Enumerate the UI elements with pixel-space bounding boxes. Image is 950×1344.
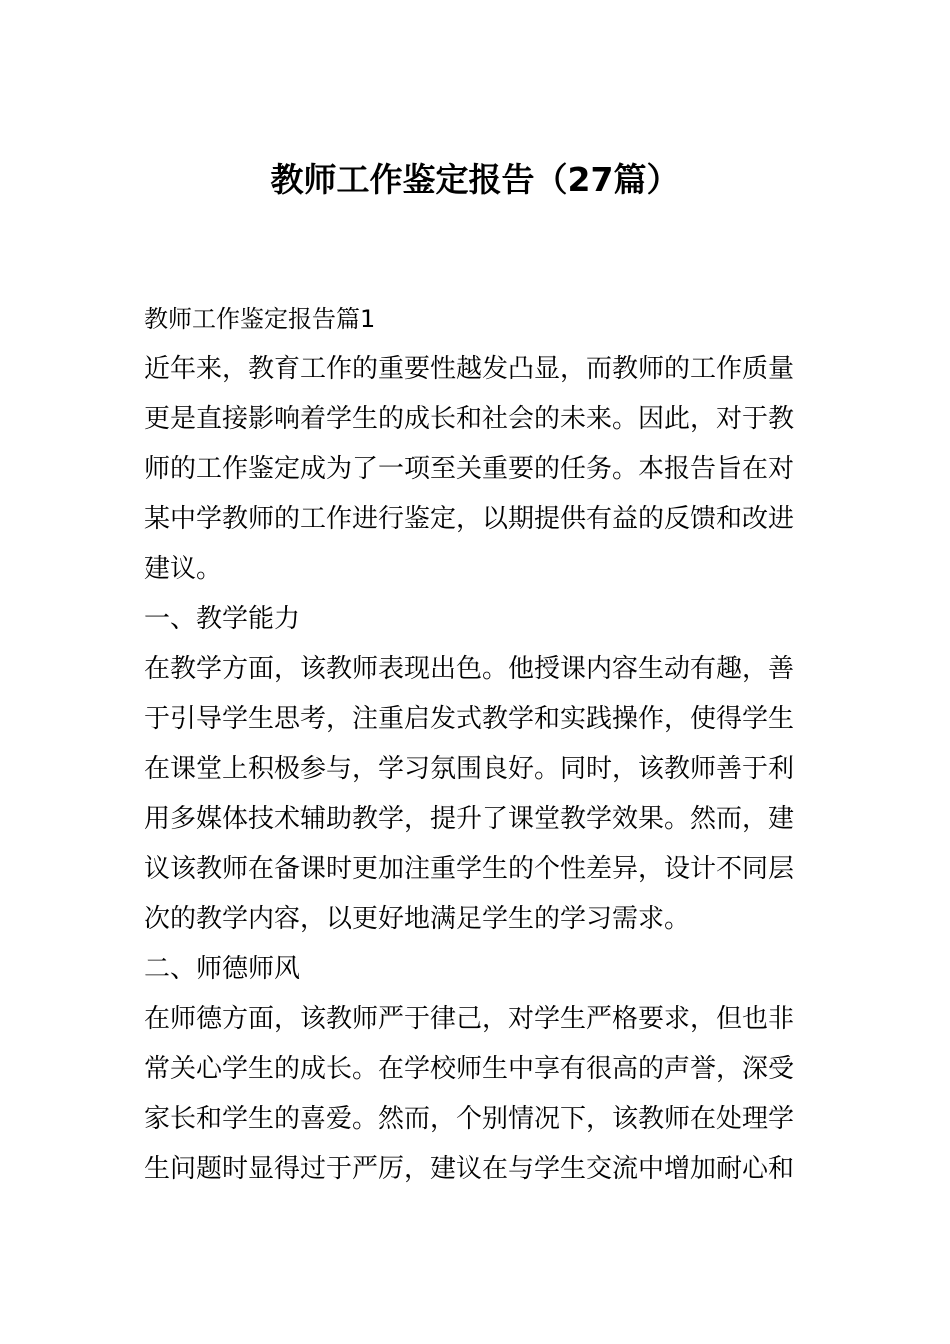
section-1-line-3: 在课堂上积极参与，学习氛围良好。同时，该教师善于利 [144, 754, 795, 784]
document-title: 教师工作鉴定报告（27篇） [270, 160, 680, 199]
section-2-line-1: 在师德方面，该教师严于律己，对学生严格要求，但也非 [144, 1004, 795, 1034]
section-1-line-1: 在教学方面，该教师表现出色。他授课内容生动有趣，善 [144, 654, 795, 684]
section-1-line-6: 次的教学内容，以更好地满足学生的学习需求。 [144, 904, 691, 934]
section-2-heading: 二、师德师风 [144, 954, 301, 984]
article-subtitle: 教师工作鉴定报告篇1 [144, 305, 376, 333]
document-body [144, 294, 810, 1194]
section-2-line-4: 生问题时显得过于严厉，建议在与学生交流中增加耐心和 [144, 1154, 795, 1184]
section-1-line-4: 用多媒体技术辅助教学，提升了课堂教学效果。然而，建 [144, 804, 795, 834]
section-1-line-2: 于引导学生思考，注重启发式教学和实践操作，使得学生 [144, 704, 795, 734]
section-2-line-3: 家长和学生的喜爱。然而，个别情况下，该教师在处理学 [144, 1104, 795, 1134]
intro-line-3: 师的工作鉴定成为了一项至关重要的任务。本报告旨在对 [144, 454, 795, 484]
intro-line-5: 建议。 [144, 554, 223, 584]
section-2-line-2: 常关心学生的成长。在学校师生中享有很高的声誉，深受 [144, 1054, 795, 1084]
intro-line-1: 近年来，教育工作的重要性越发凸显，而教师的工作质量 [144, 354, 795, 384]
intro-line-2: 更是直接影响着学生的成长和社会的未来。因此，对于教 [144, 404, 795, 434]
section-1-line-5: 议该教师在备课时更加注重学生的个性差异，设计不同层 [144, 854, 795, 884]
intro-line-4: 某中学教师的工作进行鉴定，以期提供有益的反馈和改进 [144, 504, 795, 534]
section-1-heading: 一、教学能力 [144, 604, 301, 634]
